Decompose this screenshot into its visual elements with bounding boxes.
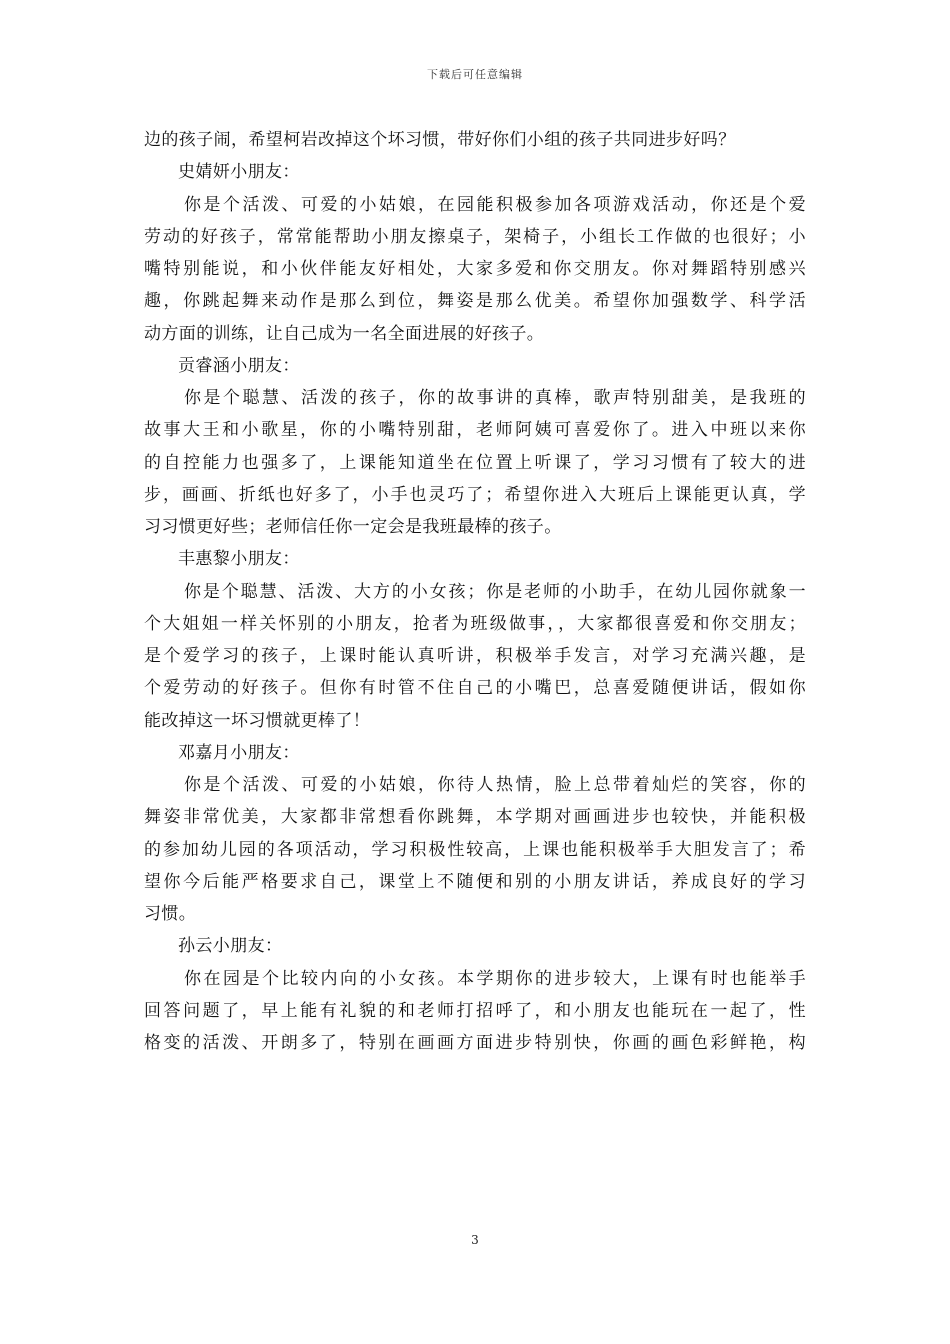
paragraph-line: 趣，你跳起舞来动作是那么到位，舞姿是那么优美。希望你加强数学、科学活 xyxy=(144,291,806,312)
paragraph-line: 故事大王和小歌星，你的小嘴特别甜，老师阿姨可喜爱你了。进入中班以来你 xyxy=(144,420,806,441)
page-number: 3 xyxy=(471,1233,479,1247)
paragraph-line: 的自控能力也强多了，上课能知道坐在位置上听课了，学习习惯有了较大的进 xyxy=(144,452,806,473)
paragraph-line: 你是个活泼、可爱的小姑娘，你待人热情，脸上总带着灿烂的笑容，你的 xyxy=(184,775,806,795)
paragraph-line: 你是个聪慧、活泼的孩子，你的故事讲的真棒，歌声特别甜美，是我班的 xyxy=(184,388,806,408)
paragraph-line: 习习惯更好些；老师信任你一定会是我班最棒的孩子。 xyxy=(144,517,562,537)
student-name-heading: 贡睿涵小朋友： xyxy=(178,355,300,376)
paragraph-line: 劳动的好孩子，常常能帮助小朋友擦桌子，架椅子，小组长工作做的也很好；小 xyxy=(144,226,806,247)
student-name-heading: 孙云小朋友： xyxy=(178,936,283,957)
student-name-heading: 史婧妍小朋友： xyxy=(178,162,300,183)
paragraph-line: 边的孩子闹，希望柯岩改掉这个坏习惯，带好你们小组的孩子共同进步好吗？ xyxy=(144,130,736,150)
paragraph-line: 步，画画、折纸也好多了，小手也灵巧了；希望你进入大班后上课能更认真，学 xyxy=(144,484,806,505)
paragraph-line: 个爱劳动的好孩子。但你有时管不住自己的小嘴巴，总喜爱随便讲话，假如你 xyxy=(144,678,806,699)
paragraph-line: 你在园是个比较内向的小女孩。本学期你的进步较大，上课有时也能举手 xyxy=(184,968,806,989)
paragraph-line: 动方面的训练，让自己成为一名全面进展的好孩子。 xyxy=(144,323,545,344)
paragraph-line: 嘴特别能说，和小伙伴能友好相处，大家多爱和你交朋友。你对舞蹈特别感兴 xyxy=(144,259,806,279)
paragraph-line: 的参加幼儿园的各项活动，学习积极性较高，上课也能积极举手大胆发言了；希 xyxy=(144,839,806,860)
student-name-heading: 丰惠黎小朋友： xyxy=(178,549,300,570)
paragraph-line: 格变的活泼、开朗多了，特别在画画方面进步特别快，你画的画色彩鲜艳，构 xyxy=(144,1033,806,1053)
paragraph-line: 你是个活泼、可爱的小姑娘，在园能积极参加各项游戏活动，你还是个爱 xyxy=(184,194,806,215)
paragraph-line: 是个爱学习的孩子，上课时能认真听讲，积极举手发言，对学习充满兴趣，是 xyxy=(144,646,806,666)
paragraph-line: 你是个聪慧、活泼、大方的小女孩；你是老师的小助手，在幼儿园你就象一 xyxy=(184,581,806,602)
paragraph-line: 舞姿非常优美，大家都非常想看你跳舞，本学期对画画进步也较快，并能积极 xyxy=(144,807,806,828)
document-body xyxy=(144,124,806,1059)
page-header: 下载后可任意编辑 xyxy=(427,68,523,81)
student-name-heading: 邓嘉月小朋友： xyxy=(178,742,300,763)
paragraph-line: 回答问题了，早上能有礼貌的和老师打招呼了，和小朋友也能玩在一起了，性 xyxy=(144,1000,806,1021)
paragraph-line: 能改掉这一坏习惯就更棒了！ xyxy=(144,710,371,731)
paragraph-line: 望你今后能严格要求自己，课堂上不随便和别的小朋友讲话，养成良好的学习 xyxy=(144,871,806,892)
paragraph-line: 个大姐姐一样关怀别的小朋友，抢者为班级做事，，大家都很喜爱和你交朋友； xyxy=(144,613,806,634)
paragraph-line: 习惯。 xyxy=(144,904,197,924)
